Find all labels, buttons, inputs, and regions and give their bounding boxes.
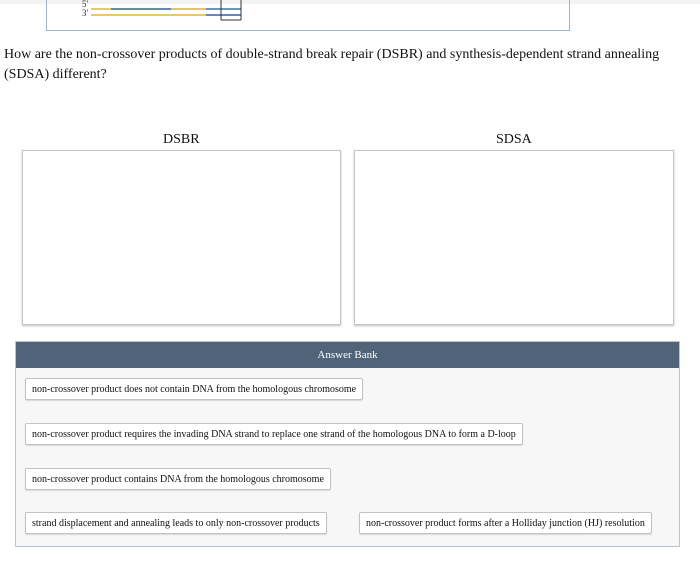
drop-zone-dsbr[interactable] <box>22 150 341 325</box>
answer-chip-5[interactable]: non-crossover product forms after a Holliday junction (HJ) resolution <box>359 512 652 534</box>
answer-bank <box>15 341 680 547</box>
answer-chip-2[interactable]: non-crossover product requires the invading DNA strand to replace one strand of the homologous DNA to form a D-loop <box>25 423 523 445</box>
question-text: How are the non-crossover products of double-strand break repair (DSBR) and synthesis-dependent strand annealing (SDSA) different? <box>4 47 660 82</box>
answer-chip-4[interactable]: strand displacement and annealing leads to only non-crossover products <box>25 512 327 534</box>
strand-label-5-prime: 5' <box>82 0 89 9</box>
column-title-sdsa: SDSA <box>496 132 532 147</box>
answer-bank-header: Answer Bank <box>16 342 679 368</box>
answer-chip-3[interactable]: non-crossover product contains DNA from the homologous chromosome <box>25 468 331 490</box>
dna-strands-drawing <box>91 0 291 30</box>
strand-label-3-prime: 3' <box>82 8 89 18</box>
column-title-dsbr: DSBR <box>163 132 200 147</box>
answer-chip-1[interactable]: non-crossover product does not contain DNA from the homologous chromosome <box>25 378 363 400</box>
drop-zone-sdsa[interactable] <box>354 150 674 325</box>
dna-figure <box>46 0 570 31</box>
